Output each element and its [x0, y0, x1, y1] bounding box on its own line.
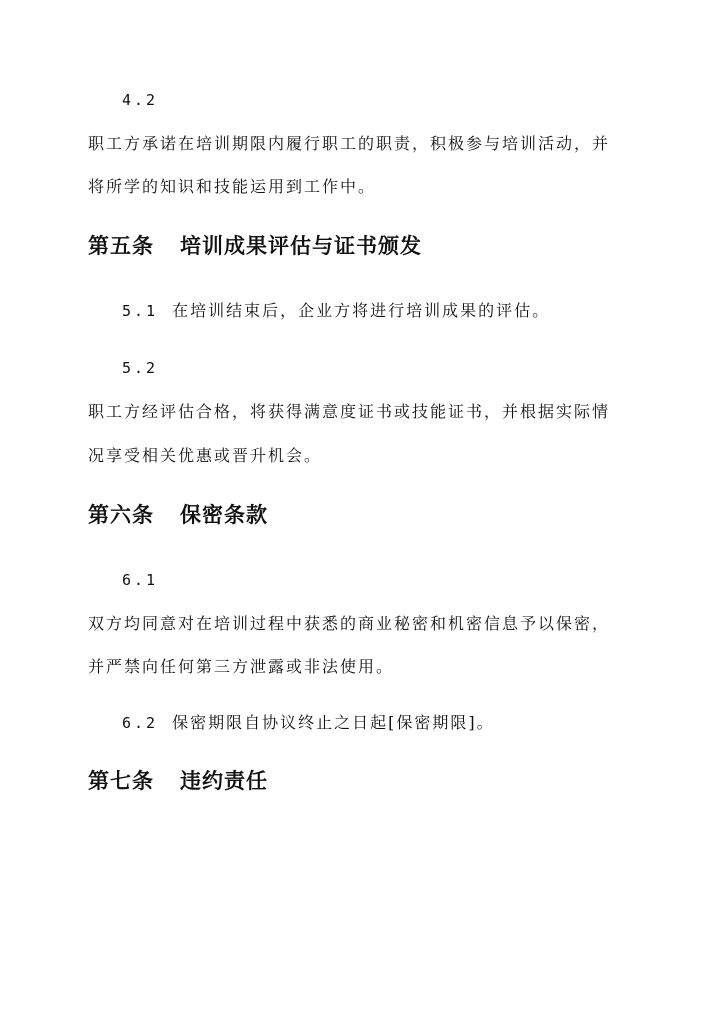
clause-4-2-text-line2: 将所学的知识和技能运用到工作中。 [88, 177, 377, 196]
clause-6-2-text: 保密期限自协议终止之日起[保密期限]。 [172, 713, 495, 732]
clause-5-1 [122, 301, 550, 321]
clause-5-2-text-line2: 况享受相关优惠或晋升机会。 [88, 446, 323, 465]
article-5-heading [88, 232, 422, 260]
article-6-title: 保密条款 [180, 503, 268, 527]
clause-number-5-1: 5.1 [122, 302, 159, 320]
clause-6-2 [122, 713, 495, 733]
clause-5-1-text: 在培训结束后，企业方将进行培训成果的评估。 [172, 301, 551, 320]
article-7-title: 违约责任 [180, 769, 268, 793]
clause-number-4-2: 4.2 [122, 91, 159, 109]
article-7-label: 第七条 [88, 769, 154, 793]
article-6-heading [88, 501, 268, 529]
article-6-label: 第六条 [88, 503, 154, 527]
clause-4-2-text-line1: 职工方承诺在培训期限内履行职工的职责，积极参与培训活动，并 [88, 134, 611, 153]
article-7-heading [88, 767, 268, 795]
article-5-label: 第五条 [88, 234, 154, 258]
clause-number-6-2: 6.2 [122, 714, 159, 732]
clause-5-2-text-line1: 职工方经评估合格，将获得满意度证书或技能证书，并根据实际情 [88, 402, 611, 421]
clause-number-6-1: 6.1 [122, 571, 159, 589]
clause-6-1-text-line1: 双方均同意对在培训过程中获悉的商业秘密和机密信息予以保密， [88, 614, 611, 633]
article-5-title: 培训成果评估与证书颁发 [180, 234, 422, 258]
clause-6-1-text-line2: 并严禁向任何第三方泄露或非法使用。 [88, 657, 395, 676]
clause-number-5-2: 5.2 [122, 359, 159, 377]
